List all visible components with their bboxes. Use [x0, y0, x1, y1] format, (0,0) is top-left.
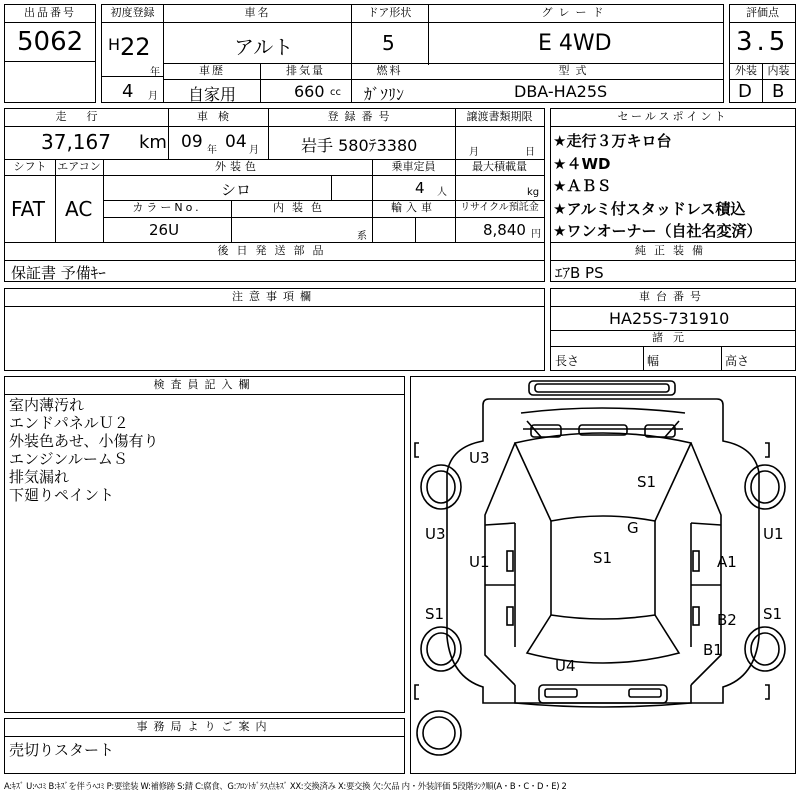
- shaken-label: 車検: [197, 110, 239, 123]
- dims-title: 諸元: [652, 331, 694, 344]
- damage-mark-b1: B1: [703, 641, 723, 659]
- transfer-label: 譲渡書類期限: [466, 110, 533, 123]
- standard-equipment-box: [550, 242, 796, 282]
- reg-month-unit: 月: [148, 91, 158, 102]
- fuel-label: 燃料: [376, 64, 403, 77]
- height-label: 高さ: [725, 354, 750, 368]
- shaken-year: 09: [181, 132, 203, 152]
- interior-score: B: [772, 81, 785, 102]
- color-label: 外装色: [215, 160, 260, 173]
- import-label: 輸入車: [391, 201, 436, 214]
- first-registration-box: [101, 4, 164, 103]
- car-name: アルト: [234, 35, 294, 59]
- inspector-box: [4, 376, 405, 713]
- lot-number-box: [4, 4, 96, 62]
- model-value: DBA-HA25S: [514, 82, 608, 101]
- damage-mark-u3-top: U3: [469, 449, 490, 467]
- reg-year-unit: 年: [150, 67, 160, 78]
- chassis-title: 車台番号: [551, 289, 795, 307]
- fuel-value: ｶﾞｿﾘﾝ: [364, 85, 405, 104]
- damage-mark-u1-left: U1: [469, 553, 490, 571]
- score-label: 評価点: [730, 5, 795, 23]
- color-no-value: 26U: [149, 221, 180, 239]
- interior-color-label: 内装色: [273, 201, 330, 214]
- office-box: [4, 718, 405, 774]
- capacity-label: 乗車定員: [391, 160, 436, 173]
- damage-mark-a1: A1: [717, 553, 737, 571]
- displacement-label: 排気量: [286, 64, 325, 77]
- chassis-number: HA25S-731910: [609, 309, 730, 328]
- plate-label: 登録番号: [327, 110, 396, 123]
- car-info-box: [163, 4, 724, 103]
- damage-mark-s1-left: S1: [425, 605, 445, 623]
- recycle-value: 8,840: [483, 221, 526, 239]
- car-outline: [411, 377, 795, 773]
- office-title: 事務局よりご案内: [5, 719, 404, 737]
- exterior-label: 外装: [735, 64, 757, 77]
- inspector-line: エンドパネルＵ２: [9, 414, 129, 432]
- history-label: 車歴: [199, 64, 225, 77]
- lot-number: 5062: [17, 27, 84, 57]
- shift-label: シフト: [13, 160, 47, 173]
- mileage-value: 37,167: [41, 130, 111, 154]
- reg-era: H: [108, 35, 121, 54]
- lot-blank-box: [4, 61, 96, 103]
- later-parts-title: 後日発送部品: [5, 243, 544, 261]
- later-parts-box: [4, 242, 545, 282]
- inspector-title: 検査員記入欄: [5, 377, 404, 395]
- interior-color-unit: 系: [357, 231, 367, 242]
- plate-value: 岩手 580ﾃ3380: [301, 136, 418, 155]
- sales-point: ★ワンオーナー（自社名変済）: [553, 222, 762, 240]
- load-unit: kg: [527, 187, 540, 198]
- sales-point: ★４WD: [553, 154, 611, 173]
- inspector-line: 下廻りペイント: [9, 486, 115, 504]
- sales-point: ★走行３万キロ台: [553, 132, 672, 150]
- recycle-label: リサイクル預託金: [460, 202, 539, 213]
- door-count: 5: [382, 31, 395, 55]
- standard-equipment-title: 純正装備: [551, 243, 795, 261]
- sales-point: ★アルミ付スタッドレス積込: [553, 199, 746, 218]
- damage-mark-s1-right: S1: [763, 605, 783, 623]
- transfer-month-unit: 月: [469, 147, 479, 158]
- inspector-line: 室内薄汚れ: [9, 396, 85, 414]
- capacity-value: 4: [415, 179, 425, 197]
- width-label: 幅: [647, 354, 660, 368]
- standard-equipment-value: ｴｱB PS: [555, 264, 604, 282]
- capacity-unit: 人: [437, 187, 447, 198]
- legend-text: A:ｷｽﾞ U:ﾍｺﾐ B:ｷｽﾞを伴うﾍｺﾐ P:要塗装 W:補修跡 S:錆 C:腐食、G:ﾌﾛﾝﾄｶﾞﾗｽ点ｷｽﾞ XX:交換済み X:要交換 欠:欠品 内・外装評価 5段階ﾗﾝｸ順(A・B・C・D・E) 2: [4, 781, 567, 791]
- damage-mark-u4: U4: [555, 657, 576, 675]
- later-parts-value: 保証書 予備ｷｰ: [11, 264, 106, 282]
- reg-year: 22: [120, 33, 151, 61]
- lot-label: 出品番号: [5, 5, 95, 23]
- car-name-label: 車名: [244, 6, 271, 19]
- load-label: 最大積載量: [472, 160, 527, 173]
- inspector-line: 外装色あせ、小傷有り: [9, 432, 159, 450]
- damage-mark-u3-left: U3: [425, 525, 446, 543]
- displacement-value: 660: [294, 82, 325, 101]
- damage-mark-b2: B2: [717, 611, 737, 629]
- shaken-month-unit: 月: [249, 145, 259, 156]
- vehicle-details-box: [4, 108, 545, 243]
- damage-mark-s1-center: S1: [593, 549, 613, 567]
- interior-label: 内装: [767, 64, 790, 77]
- history-value: 自家用: [188, 85, 237, 104]
- model-label: 型式: [558, 64, 593, 77]
- office-text: 売切りスタート: [9, 741, 115, 759]
- notes-title: 注意事項欄: [5, 289, 544, 307]
- mileage-label: 走行: [55, 110, 118, 123]
- exterior-score: D: [738, 81, 752, 102]
- overall-score: 3.5: [736, 27, 790, 57]
- mileage-unit: km: [139, 132, 167, 153]
- score-box: [729, 4, 796, 103]
- car-damage-diagram: [410, 376, 796, 774]
- damage-mark-g: G: [627, 519, 639, 537]
- inspector-line: 排気漏れ: [9, 468, 70, 486]
- length-label: 長さ: [555, 354, 580, 368]
- color-value: シロ: [221, 181, 252, 199]
- chassis-box: [550, 288, 796, 371]
- ac-label: エアコン: [57, 160, 101, 173]
- grade-label: グレード: [541, 6, 610, 19]
- shift-value: FAT: [11, 197, 46, 221]
- door-label: ドア形状: [367, 6, 412, 19]
- damage-mark-u1-right: U1: [763, 525, 784, 543]
- first-registration-label: 初度登録: [102, 5, 163, 23]
- color-no-label: カラーNo.: [132, 201, 202, 214]
- sales-points-box: [550, 108, 796, 243]
- recycle-unit: 円: [531, 229, 541, 240]
- reg-month: 4: [122, 81, 134, 102]
- transfer-day-unit: 日: [525, 147, 535, 158]
- grade-value: E 4WD: [538, 31, 612, 56]
- ac-value: AC: [65, 197, 93, 221]
- sales-points-title: セールスポイント: [551, 109, 795, 127]
- sales-point: ★ＡＢＳ: [553, 177, 612, 195]
- damage-mark-s1-top: S1: [637, 473, 657, 491]
- inspector-line: エンジンルームＳ: [9, 450, 128, 468]
- shaken-year-unit: 年: [207, 145, 217, 156]
- shaken-month: 04: [225, 132, 247, 152]
- notes-box: [4, 288, 545, 371]
- displacement-unit: cc: [330, 87, 341, 98]
